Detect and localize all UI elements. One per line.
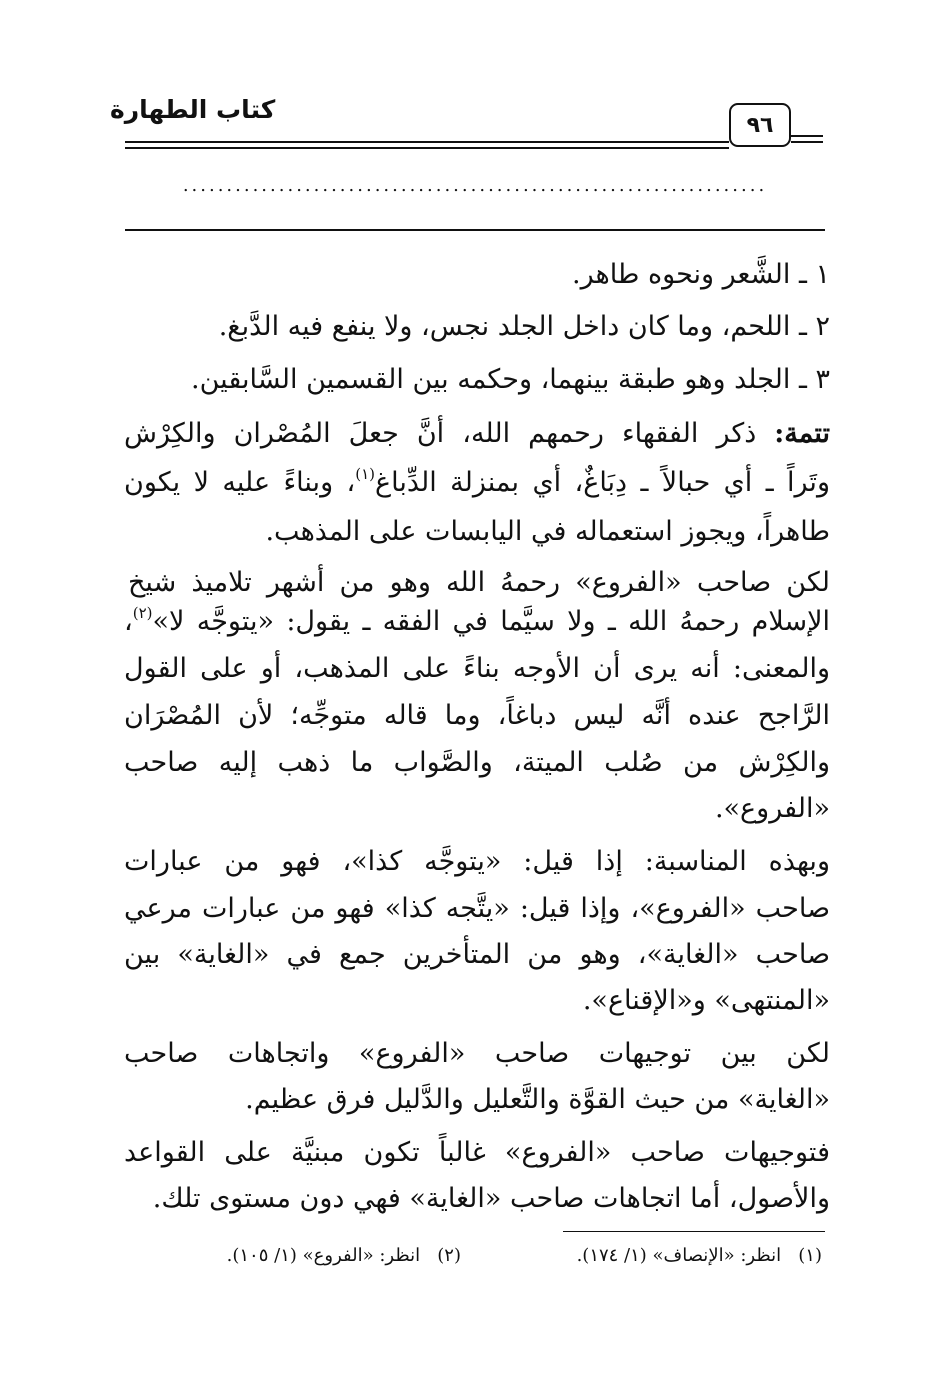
header-rule-right-top (791, 135, 823, 137)
paragraph-line: صاحب «الغاية»، وهو من المتأخرين جمع في «الغاية» بين (124, 939, 830, 970)
footnote-number: (١) (798, 1245, 822, 1266)
paragraph-line: الرَّاجح عنده أنَّه ليس دباغاً، وما قاله متوجِّه؛ لأن المُصْرَان (124, 700, 830, 731)
list-item-3: ٣ ـ الجلد وهو طبقة بينهما، وحكمه بين القسمين السَّابقين. (191, 364, 830, 395)
list-item-1: ١ ـ الشَّعر ونحوه طاهر. (571, 259, 830, 290)
paragraph-line: «الغاية» من حيث القوَّة والتَّعليل والدَّليل فرق عظيم. (245, 1084, 830, 1115)
paragraph-line: لكن صاحب «الفروع» رحمهُ الله وهو من أشهر تلاميذ شيخ (128, 567, 830, 598)
paragraph-line: وتَراً ـ أي حبالاً ـ دِبَاغٌ، أي بمنزلة الدِّباغ$^{(١)}$، وبناءً عليه لا يكون (124, 465, 830, 498)
paragraph-line: والكِرْش من صُلب الميتة، والصَّواب ما ذهب إليه صاحب (124, 747, 830, 778)
header-rule-top (125, 141, 729, 143)
footnote-2 (227, 1244, 461, 1268)
paragraph-line: الإسلام رحمهُ الله ـ ولا سيَّما في الفقه ـ يقول: «يتوجَّه لا»$^{(٢)}$، (124, 604, 830, 637)
page-number: ٩٦ (746, 112, 774, 138)
footnote-1 (577, 1244, 822, 1268)
paragraph-line: صاحب «الفروع»، وإذا قيل: «يتَّجه كذا» فهو من عبارات مرعي (124, 893, 830, 924)
paragraph-line: لكن بين توجيهات صاحب «الفروع» واتجاهات صاحب (124, 1038, 830, 1069)
paragraph-line: والأصول، أما اتجاهات صاحب «الغاية» فهي دون مستوى تلك. (152, 1183, 830, 1214)
paragraph-line: والمعنى: أنه يرى أن الأوجه بناءً على المذهب، أو على القول (124, 653, 830, 684)
page-number-box (729, 103, 791, 147)
footnote-ref-1: (١) (355, 465, 376, 483)
paragraph-line: وبهذه المناسبة: إذا قيل: «يتوجَّه كذا»، فهو من عبارات (124, 846, 830, 877)
dotted-separator: ................................................................... (182, 176, 768, 196)
paragraph-line: طاهراً، ويجوز استعماله في اليابسات على المذهب. (265, 516, 830, 547)
footnote-rule (563, 1231, 825, 1232)
book-title: كتاب الطهارة (110, 95, 276, 124)
header-rule-right-bottom (791, 141, 823, 143)
paragraph-line: «الفروع». (714, 793, 830, 824)
paragraph-line: تتمة: ذكر الفقهاء رحمهم الله، أنَّ جعلَ المُصْران والكِرْش (124, 418, 830, 449)
footnote-text: انظر: «الإنصاف» (١/ ١٧٤). (576, 1245, 782, 1266)
footnote-text: انظر: «الفروع» (١/ ١٠٥). (226, 1245, 421, 1266)
footnote-number: (٢) (437, 1245, 461, 1266)
header-rule-bottom (125, 147, 729, 149)
list-item-2: ٢ ـ اللحم، وما كان داخل الجلد نجس، ولا ينفع فيه الدَّبغ. (218, 311, 830, 342)
tatimma-heading: تتمة: (774, 418, 830, 449)
paragraph-line: «المنتهى» و«الإقناع». (582, 985, 830, 1016)
separator-rule (125, 229, 825, 231)
footnote-ref-2: (٢) (132, 604, 153, 622)
paragraph-line: فتوجيهات صاحب «الفروع» غالباً تكون مبنيَّة على القواعد (124, 1137, 830, 1168)
